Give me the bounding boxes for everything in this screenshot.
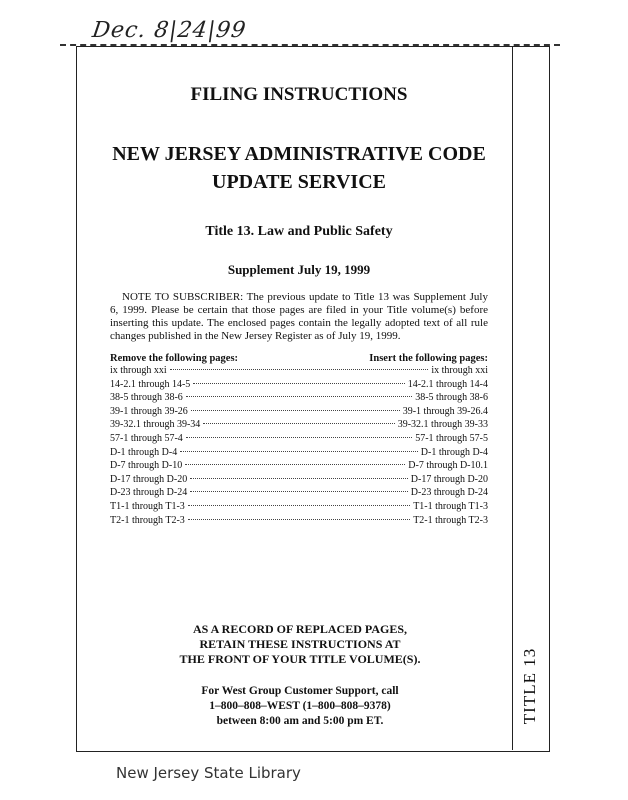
dot-leader <box>190 478 408 479</box>
insert-range: 57-1 through 57-5 <box>415 432 488 444</box>
support-line1: For West Group Customer Support, call <box>201 685 399 697</box>
record-line1: AS A RECORD OF REPLACED PAGES, <box>192 622 408 636</box>
insert-range: D-1 through D-4 <box>420 446 488 458</box>
code-title-line2: UPDATE SERVICE <box>212 171 386 193</box>
library-stamp: New Jersey State Library <box>116 764 301 782</box>
dot-leader <box>203 423 394 424</box>
table-header <box>110 353 488 364</box>
insert-range: T2-1 through T2-3 <box>413 514 488 526</box>
remove-range: D-7 through D-10 <box>110 460 183 472</box>
main-content <box>110 84 488 527</box>
page-range-row <box>110 391 488 405</box>
handwritten-date-annotation: Dec. 8|24|99 <box>90 18 248 43</box>
remove-range: T1-1 through T1-3 <box>110 500 185 512</box>
dot-leader <box>186 396 412 397</box>
side-tab <box>512 632 549 740</box>
dot-leader <box>190 491 408 492</box>
insert-range: D-7 through D-10.1 <box>408 460 488 472</box>
insert-range: 14-2.1 through 14-4 <box>407 378 488 390</box>
dot-leader <box>180 451 418 452</box>
supplement-date: Supplement July 19, 1999 <box>227 262 371 277</box>
remove-range: ix through xxi <box>110 365 167 376</box>
dot-leader <box>188 505 410 506</box>
remove-range: D-1 through D-4 <box>110 446 178 458</box>
page-range-row <box>110 514 488 528</box>
remove-range: 14-2.1 through 14-5 <box>110 378 191 390</box>
page-range-row <box>110 486 488 500</box>
page-range-row <box>110 405 488 419</box>
remove-range: T2-1 through T2-3 <box>110 514 185 526</box>
dot-leader <box>188 519 410 520</box>
page-range-row <box>110 459 488 473</box>
remove-range: 39-32.1 through 39-34 <box>110 419 201 431</box>
record-notice <box>130 622 470 667</box>
page-range-row <box>110 432 488 446</box>
record-line3: THE FRONT OF YOUR TITLE VOLUME(S). <box>179 652 421 666</box>
side-tab-label: TITLE 13 <box>520 647 540 725</box>
insert-range: 39-1 through 39-26.4 <box>402 405 488 417</box>
remove-range: 39-1 through 39-26 <box>110 405 188 417</box>
insert-range: ix through xxi <box>431 365 488 376</box>
page-range-row <box>110 446 488 460</box>
page-range-row <box>110 418 488 432</box>
page-range-row <box>110 364 488 378</box>
insert-range: 39-32.1 through 39-33 <box>397 419 488 431</box>
support-line2: 1–800–808–WEST (1–800–808–9378) <box>209 700 391 712</box>
page-range-row <box>110 378 488 392</box>
page-range-row <box>110 500 488 514</box>
title-name: Title 13. Law and Public Safety <box>205 224 393 239</box>
dot-leader <box>185 464 405 465</box>
dot-leader <box>191 410 400 411</box>
code-title <box>110 140 488 196</box>
pages-list <box>110 364 488 527</box>
page-title: FILING INSTRUCTIONS <box>190 84 408 105</box>
dot-leader <box>193 383 404 384</box>
page-range-row <box>110 473 488 487</box>
subscriber-note: NOTE TO SUBSCRIBER: The previous update to Title 13 was Supplement July 6, 1999. Please be certain that those pages are filed in your Title volume(s) before inserting this update. The enclosed pages contain the legally adopted text of all rule changes published in the New Jersey Register as of July 19, 1999. <box>110 291 488 342</box>
remove-range: D-23 through D-24 <box>110 487 188 499</box>
insert-range: T1-1 through T1-3 <box>413 500 488 512</box>
record-line2: RETAIN THESE INSTRUCTIONS AT <box>199 637 401 651</box>
customer-support <box>130 684 470 729</box>
support-line3: between 8:00 am and 5:00 pm ET. <box>216 715 384 727</box>
insert-range: D-17 through D-20 <box>410 473 488 485</box>
remove-range: 57-1 through 57-4 <box>110 432 183 444</box>
code-title-line1: NEW JERSEY ADMINISTRATIVE CODE <box>112 143 486 165</box>
dot-leader <box>170 369 429 370</box>
insert-range: D-23 through D-24 <box>410 487 488 499</box>
remove-range: D-17 through D-20 <box>110 473 188 485</box>
insert-range: 38-5 through 38-6 <box>415 392 488 404</box>
remove-range: 38-5 through 38-6 <box>110 392 183 404</box>
insert-header: Insert the following pages: <box>369 353 488 364</box>
dot-leader <box>186 437 412 438</box>
remove-header: Remove the following pages: <box>110 353 239 364</box>
